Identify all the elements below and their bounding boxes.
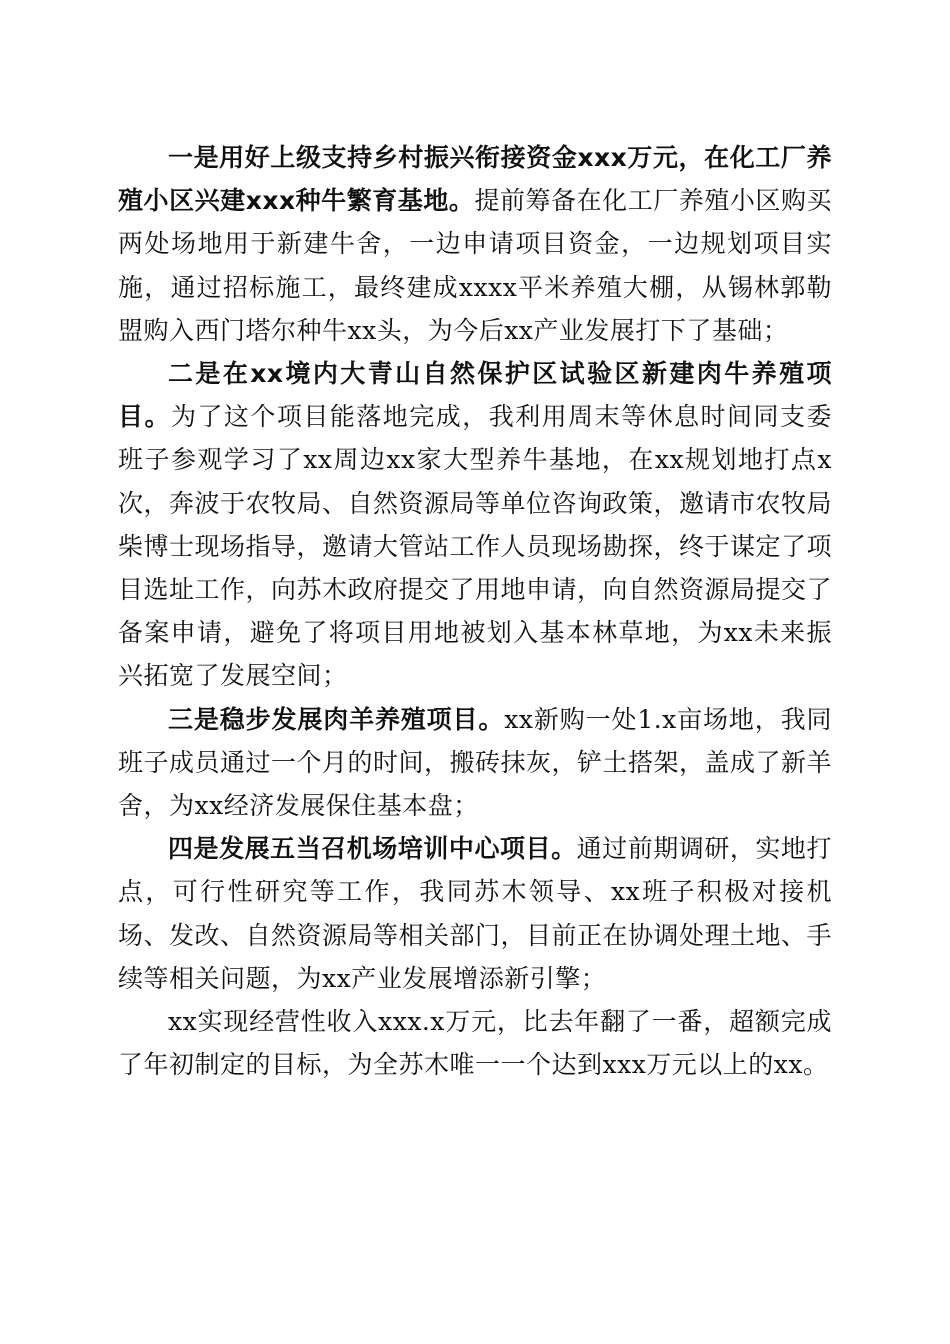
paragraph-2-body: 为了这个项目能落地完成，我利用周末等休息时间同支委班子参观学习了xx周边xx家大型养牛基地，在xx规划地打点x次，奔波于农牧局、自然资源局等单位咨询政策，邀请市农牧局柴博士现场指导，邀请大管站工作人员现场勘探，终于谋定了项目选址工作，向苏木政府提交了用地申请，向自然资源局提交了备案申请，避免了将项目用地被划入基本林草地，为xx未来振兴拓宽了发展空间； (118, 402, 833, 691)
paragraph-4-body: 通过前期调研，实地打点，可行性研究等工作，我同苏木领导、xx班子积极对接机场、发改、自然资源局等相关部门，目前正在协调处理土地、手续等相关问题，为xx产业发展增添新引擎； (118, 834, 833, 993)
paragraph-2 (118, 352, 832, 698)
paragraph-5-body: xx实现经营性收入xxx.x万元，比去年翻了一番，超额完成了年初制定的目标，为全苏木唯一一个达到xxx万元以上的xx。 (118, 1007, 832, 1080)
paragraph-4-lead: 四是发展五当召机场培训中心项目。 (168, 834, 577, 864)
paragraph-3-body: xx新购一处1.x亩场地，我同班子成员通过一个月的时间，搬砖抹灰，铲土搭架，盖成了新羊舍，为xx经济发展保住基本盘； (118, 704, 833, 821)
paragraph-3 (118, 698, 832, 828)
paragraph-1 (118, 136, 832, 352)
paragraph-5 (118, 1000, 832, 1086)
paragraph-4 (118, 827, 832, 1000)
paragraph-2-lead: 二是在xx境内大青山自然保护区试验区新建肉牛养殖项目。 (118, 359, 832, 432)
paragraph-3-lead: 三是稳步发展肉羊养殖项目。 (168, 704, 505, 734)
paragraph-1-body: 提前筹备在化工厂养殖小区购买两处场地用于新建牛舍，一边申请项目资金，一边规划项目实施，通过招标施工，最终建成xxxx平米养殖大棚，从锡林郭勒盟购入西门塔尔种牛xx头，为今后xx产业发展打下了基础； (118, 186, 832, 345)
paragraph-1-lead: 一是用好上级支持乡村振兴衔接资金xxx万元，在化工厂养殖小区兴建xxx种牛繁育基地。 (118, 143, 832, 216)
